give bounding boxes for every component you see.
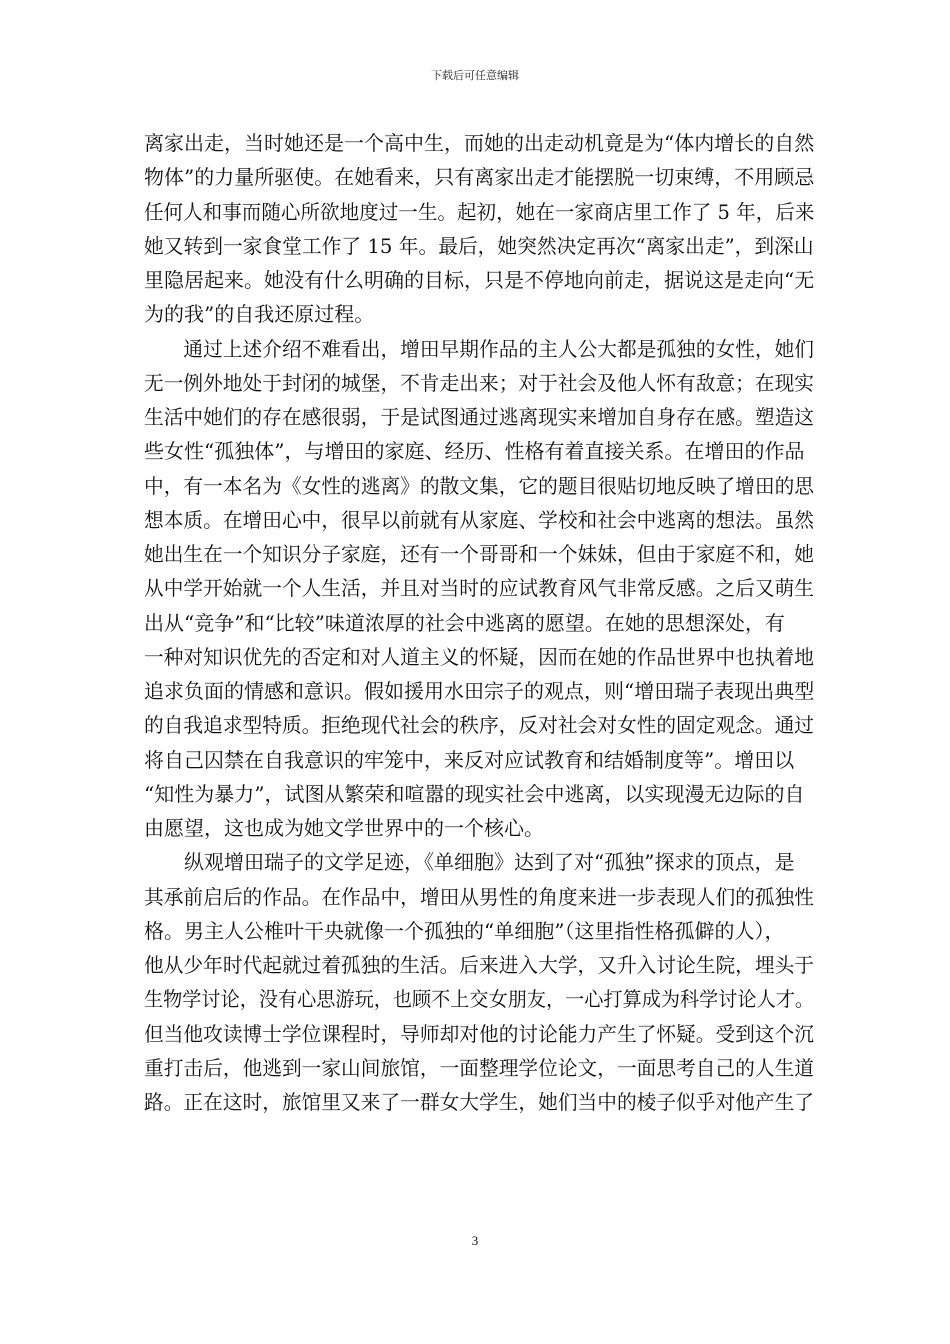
- page-number: 3: [471, 1233, 479, 1248]
- text-line: 其承前启后的作品。在作品中，增田从男性的角度来进一步表现人们的孤独性: [144, 884, 814, 909]
- text-line: 些女性“孤独体”，与增田的家庭、经历、性格有着直接关系。在增田的作品: [144, 439, 805, 464]
- page-header: 下载后可任意编辑: [431, 69, 519, 82]
- text-line: 生活中她们的存在感很弱，于是试图通过逃离现实来增加自身存在感。塑造这: [144, 405, 814, 429]
- text-line: 出从“竞争”和“比较”味道浓厚的社会中逃离的愿望。在她的思想深处，有: [144, 610, 785, 635]
- text-line: 无一例外地处于封闭的城堡，不肯走出来；对于社会及他人怀有敌意；在现实: [144, 370, 814, 395]
- text-line: 离家出走，当时她还是一个高中生，而她的出走动机竟是为“体内增长的自然: [144, 131, 815, 155]
- text-line: 里隐居起来。她没有什么明确的目标，只是不停地向前走，据说这是走向“无: [144, 268, 815, 292]
- text-line: 从中学开始就一个人生活，并且对当时的应试教育风气非常反感。之后又萌生: [144, 576, 814, 601]
- text-line: 物体”的力量所驱使。在她看来，只有离家出走才能摆脱一切束缚，不用顾忌: [144, 165, 815, 190]
- text-line: 通过上述介绍不难看出，增田早期作品的主人公大都是孤独的女性，她们: [144, 336, 814, 361]
- text-line: 追求负面的情感和意识。假如援用水田宗子的观点，则“增田瑞子表现出典型: [144, 679, 815, 703]
- text-line: “知性为暴力”，试图从繁荣和喧嚣的现实社会中逃离，以实现漫无边际的自: [144, 781, 805, 806]
- text-line: 为的我”的自我还原过程。: [144, 302, 375, 327]
- text-line: 她出生在一个知识分子家庭，还有一个哥哥和一个妹妹，但由于家庭不和，她: [144, 542, 814, 566]
- text-line: 将自己囚禁在自我意识的牢笼中，来反对应试教育和结婚制度等”。增田以: [144, 747, 795, 772]
- text-line: 但当他攻读博士学位课程时，导师却对他的讨论能力产生了怀疑。受到这个沉: [144, 1021, 814, 1046]
- text-line: 他从少年时代起就过着孤独的生活。后来进入大学，又升入讨论生院，埋头于: [144, 953, 814, 977]
- text-line: 路。正在这时，旅馆里又来了一群女大学生，她们当中的棱子似乎对他产生了: [144, 1090, 814, 1114]
- text-line: 中，有一本名为《女性的逃离》的散文集，它的题目很贴切地反映了增田的思: [144, 473, 814, 498]
- body-text: [144, 126, 814, 1119]
- text-line: 她又转到一家食堂工作了 15 年。最后，她突然决定再次“离家出走”，到深山: [144, 233, 814, 258]
- text-line: 重打击后，他逃到一家山间旅馆，一面整理学位论文，一面思考自己的人生道: [144, 1055, 814, 1080]
- text-line: 想本质。在增田心中，很早以前就有从家庭、学校和社会中逃离的想法。虽然: [144, 507, 814, 532]
- text-line: 生物学讨论，没有心思游玩，也顾不上交女朋友，一心打算成为科学讨论人才。: [144, 987, 814, 1012]
- text-line: 格。男主人公椎叶干央就像一个孤独的“单细胞”（这里指性格孤僻的人），: [144, 918, 785, 943]
- text-line: 由愿望，这也成为她文学世界中的一个核心。: [144, 816, 544, 840]
- text-line: 任何人和事而随心所欲地度过一生。起初，她在一家商店里工作了 5 年，后来: [144, 199, 815, 224]
- text-line: 的自我追求型特质。拒绝现代社会的秩序，反对社会对女性的固定观念。通过: [144, 713, 814, 738]
- text-line: 纵观增田瑞子的文学足迹，《单细胞》达到了对“孤独”探求的顶点，是: [144, 850, 795, 875]
- text-line: 一种对知识优先的否定和对人道主义的怀疑，因而在她的作品世界中也执着地: [144, 644, 814, 669]
